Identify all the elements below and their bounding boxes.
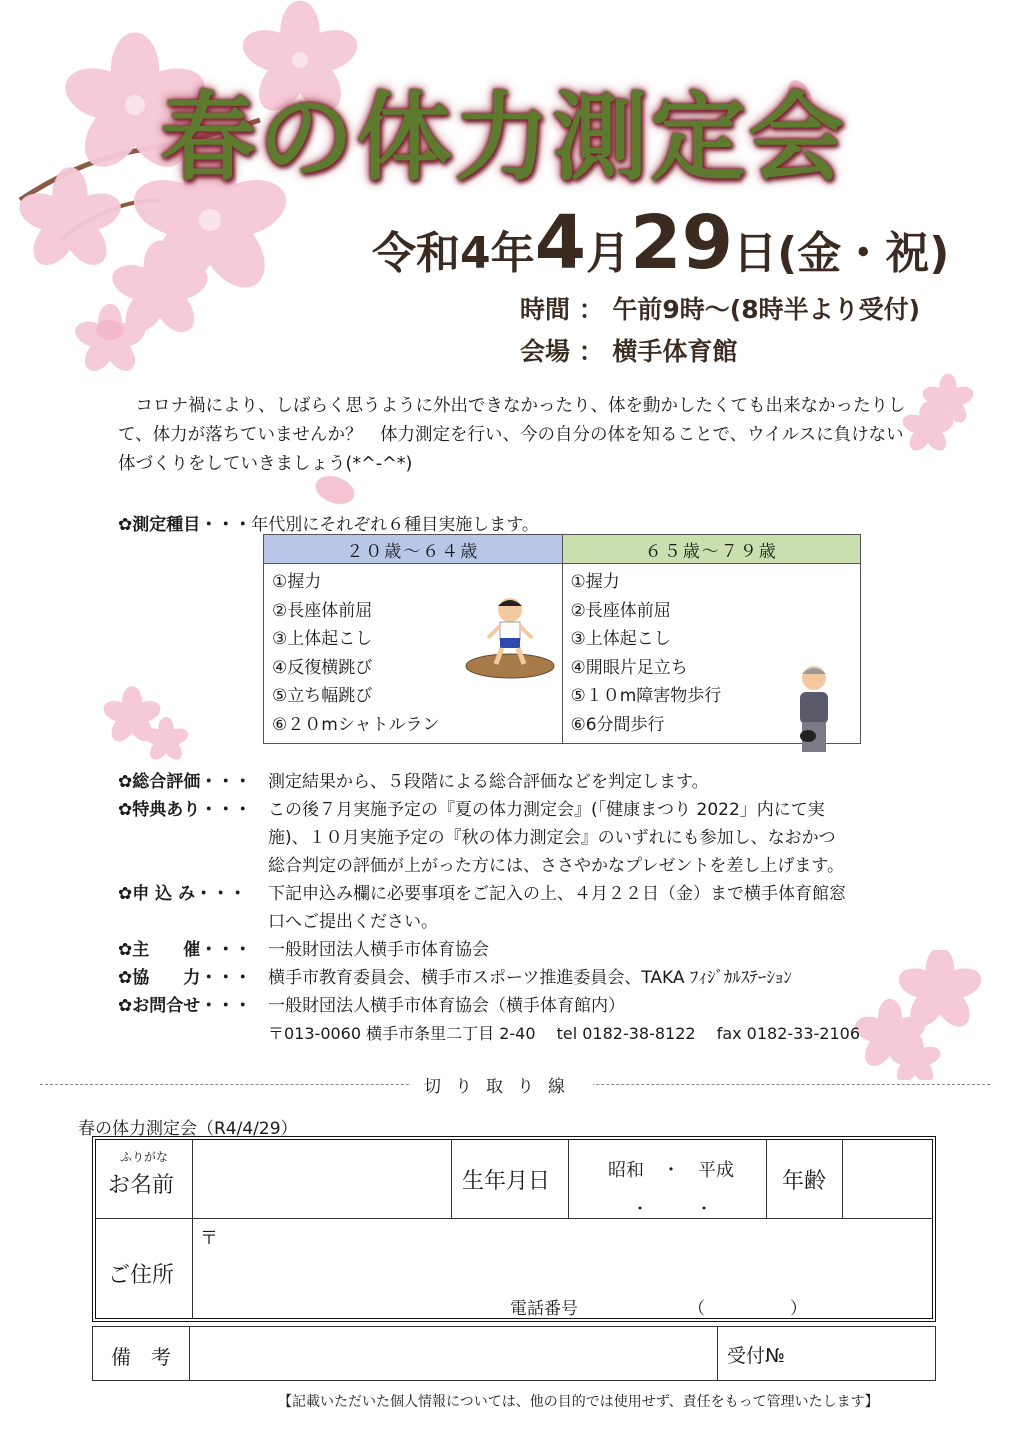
table-header-senior: ６５歳～７９歳	[562, 535, 861, 564]
phone-field[interactable]: （ ）	[688, 1299, 807, 1319]
list-item: ⑤立ち幅跳び	[272, 686, 373, 706]
list-item: ①握力	[272, 572, 322, 592]
list-item: ⑥6分間歩行	[570, 714, 665, 735]
elderly-man-illustration	[786, 664, 846, 759]
list-item: ④開眼片足立ち	[570, 657, 688, 678]
list-item: ③上体起こし	[570, 629, 671, 649]
privacy-note: 【記載いただいた個人情報については、他の目的では使用せず、責任をもって管理いたします】	[278, 1394, 879, 1410]
intro-text: コロナ禍により、しばらく思うように外出できなかったり、体を動かしたくても出来なかったりして、体力が落ちていませんか？ 体力測定を行い、今の自分の体を知ることで、ウイルスに負けない体づくりをしていきましょう(*^-^*)	[118, 396, 906, 474]
reception-number-label: 受付№	[727, 1345, 785, 1367]
furigana-label: ふりがな	[120, 1150, 169, 1164]
detail-evaluation: ✿総合評価・・・ 測定結果から、５段階による総合評価などを判定します。	[118, 772, 709, 792]
adult-items	[264, 564, 563, 744]
jumping-boy-illustration	[462, 594, 558, 684]
detail-contact: ✿お問合せ・・・ 一般財団法人横手市体育協会（横手体育館内） 〒013-0060 横手市条里二丁目 2-40 tel 0182-38-8122 fax 0182-33-2106	[118, 996, 861, 1043]
list-item: ④反復横跳び	[272, 657, 373, 678]
page-title: 春の体力測定会	[160, 81, 846, 194]
list-item: ③上体起こし	[272, 629, 373, 649]
details-section	[118, 768, 938, 1048]
detail-organizer: ✿主 催・・・ 一般財団法人横手市体育協会	[118, 940, 489, 960]
remarks-field[interactable]	[193, 1329, 713, 1379]
list-item: ②長座体前屈	[272, 600, 373, 621]
senior-items	[562, 564, 861, 744]
name-label: お名前	[108, 1173, 175, 1198]
remarks-row	[92, 1326, 936, 1381]
application-form	[92, 1136, 936, 1322]
age-field[interactable]	[846, 1144, 930, 1214]
test-items-table	[263, 534, 861, 744]
event-date: 令和4年4月29日(金・祝)	[372, 200, 950, 286]
event-venue: 会場 ： 横手体育館	[520, 337, 738, 366]
cut-line-label: 切り取り線	[410, 1072, 593, 1097]
detail-cooperation: ✿協 力・・・ 横手市教育委員会、横手市スポーツ推進委員会、TAKA ﾌｨｼﾞｶﾙｽﾃｰｼｮﾝ	[118, 968, 792, 988]
birthdate-label: 生年月日	[462, 1169, 551, 1194]
detail-application: ✿申 込 み・・・ 下記申込み欄に必要事項をご記入の上、４月２２日（金）まで横手体育館窓 口へご提出ください。	[118, 884, 846, 932]
address-label: ご住所	[108, 1263, 175, 1288]
address-field[interactable]	[200, 1224, 920, 1284]
list-item: ⑤１０m障害物歩行	[570, 686, 722, 706]
table-header-adult: ２０歳～６４歳	[264, 535, 563, 564]
form-heading: 春の体力測定会（R4/4/29）	[78, 1119, 298, 1139]
list-item: ⑥２０mシャトルラン	[272, 714, 440, 735]
items-section: ✿測定種目・・・年代別にそれぞれ６種目実施します。	[118, 515, 539, 535]
age-label: 年齢	[782, 1169, 827, 1194]
birthdate-field[interactable]: ・ ・	[632, 1199, 713, 1218]
detail-bonus: ✿特典あり・・・ この後７月実施予定の『夏の体力測定会』(「健康まつり 2022」内にて実 施)、１０月実施予定の『秋の体力測定会』のいずれにも参加し、なおかつ 総合判定の評価が上がった方には、ささやかなプレゼントを差し上げます。	[118, 800, 844, 876]
remarks-label: 備 考	[111, 1345, 171, 1369]
event-time: 時間 ： 午前9時～(8時半より受付)	[520, 295, 921, 324]
list-item: ①握力	[570, 572, 620, 592]
phone-label: 電話番号	[510, 1299, 578, 1319]
postal-mark: 〒	[200, 1228, 218, 1249]
era-options[interactable]: 昭和 ・ 平成	[608, 1160, 734, 1181]
name-field[interactable]	[196, 1144, 446, 1214]
list-item: ②長座体前屈	[570, 600, 671, 621]
